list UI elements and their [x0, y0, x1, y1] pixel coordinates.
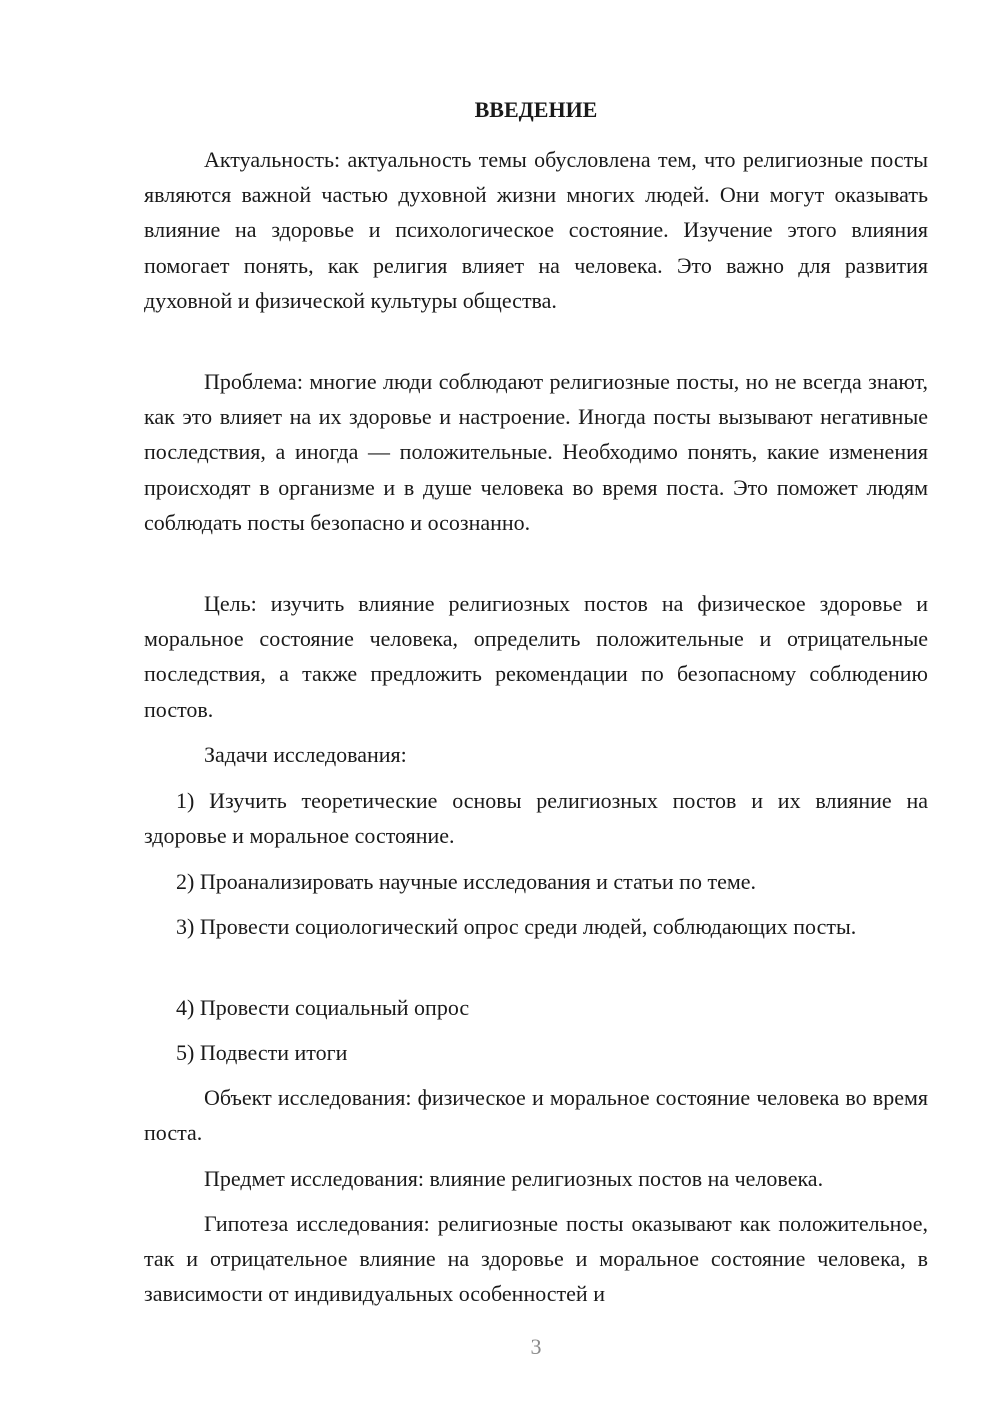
- paragraph-problem: Проблема: многие люди соблюдают религиозные посты, но не всегда знают, как это влияет на их здоровье и настроение. Иногда посты вызывают негативные последствия, а иногда — положительные. Необходимо понять, какие изменения происходят в организме и в душе человека во время поста. Это поможет людям соблюдать посты безопасно и осознанно.: [144, 369, 928, 535]
- task-item-5: 5) Подвести итоги: [176, 1040, 348, 1065]
- task-item-3: 3) Провести социологический опрос среди людей, соблюдающих посты.: [176, 914, 857, 939]
- paragraph-relevance: Актуальность: актуальность темы обусловлена тем, что религиозные посты являются важной частью духовной жизни многих людей. Они могут оказывать влияние на здоровье и психологическое состояние. Изучение этого влияния помогает понять, как религия влияет на человека. Это важно для развития духовной и физической культуры общества.: [144, 147, 928, 313]
- task-item-4: 4) Провести социальный опрос: [176, 995, 470, 1020]
- paragraph-object: Объект исследования: физическое и моральное состояние человека во время поста.: [144, 1085, 928, 1146]
- task-item-2: 2) Проанализировать научные исследования и статьи по теме.: [176, 869, 757, 894]
- section-title: ВВЕДЕНИЕ: [474, 97, 598, 122]
- paragraph-tasks-heading: Задачи исследования:: [204, 742, 407, 767]
- task-item-1: 1) Изучить теоретические основы религиозных постов и их влияние на здоровье и моральное состояние.: [144, 788, 928, 849]
- paragraph-goal: Цель: изучить влияние религиозных постов на физическое здоровье и моральное состояние человека, определить положительные и отрицательные последствия, а также предложить рекомендации по безопасному соблюдению постов.: [144, 591, 928, 722]
- paragraph-hypothesis: Гипотеза исследования: религиозные посты оказывают как положительное, так и отрицательное влияние на здоровье и моральное состояние человека, в зависимости от индивидуальных особенностей и: [144, 1211, 928, 1307]
- page-number: 3: [530, 1334, 542, 1359]
- paragraph-subject: Предмет исследования: влияние религиозных постов на человека.: [204, 1166, 824, 1191]
